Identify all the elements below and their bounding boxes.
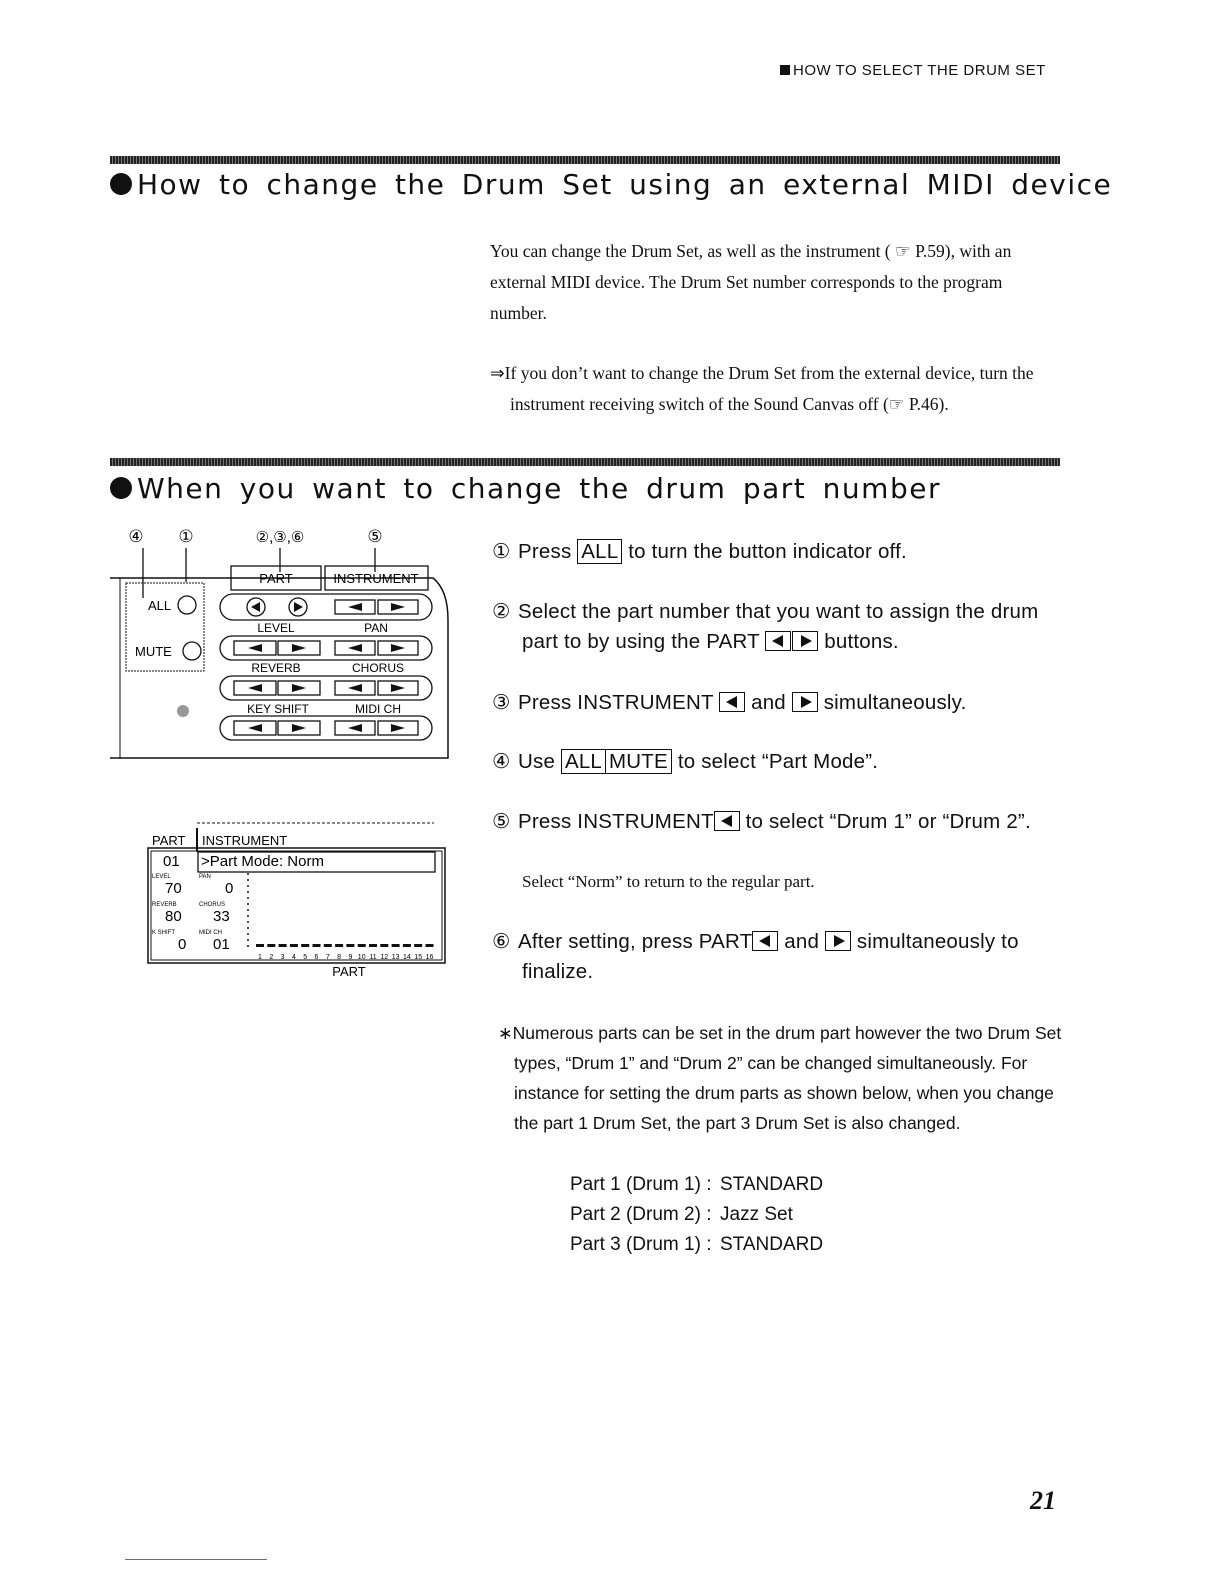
- lcd-part-bar: [324, 944, 332, 947]
- step-5: ⑤ Press INSTRUMENT to select “Drum 1” or “Drum 2”.: [492, 810, 1031, 833]
- lcd-part-label: PART: [152, 833, 186, 848]
- bullet-icon: [110, 173, 132, 195]
- lcd-part-number: 5: [303, 954, 308, 961]
- instrument-label: INSTRUMENT: [333, 571, 419, 586]
- section1-title: How to change the Drum Set using an external MIDI device: [110, 168, 1112, 201]
- lcd-part-bar: [256, 944, 264, 947]
- lcd-part-bar: [335, 944, 343, 947]
- lcd-part-bar: [403, 944, 411, 947]
- lcd-instrument-label: INSTRUMENT: [202, 833, 288, 848]
- bullet-icon: [110, 477, 132, 499]
- callout-4: ④: [128, 527, 144, 546]
- running-header: [780, 62, 1046, 79]
- lcd-level-value: 70: [165, 880, 182, 897]
- lcd-pan-label: PAN: [199, 874, 211, 880]
- lcd-part-number: 14: [403, 954, 411, 961]
- lcd-part-number: 6: [314, 954, 319, 961]
- lcd-part-number: 1: [258, 954, 262, 961]
- step-5-subnote: Select “Norm” to return to the regular part.: [522, 872, 815, 891]
- drum-parts-list: [570, 1170, 823, 1260]
- lcd-part-number: 11: [369, 954, 377, 961]
- running-header-label: HOW TO SELECT THE DRUM SET: [793, 62, 1046, 79]
- section1-note: ⇒If you don’t want to change the Drum Set from the external device, turn the instrument receiving switch of the Sound Canvas off (☞ P.46).: [490, 363, 1034, 414]
- lcd-reverb-value: 80: [165, 908, 182, 925]
- power-indicator-icon: [177, 705, 189, 717]
- all-label: ALL: [148, 598, 172, 613]
- reverb-label: REVERB: [251, 661, 301, 675]
- lcd-part-number: 9: [348, 954, 353, 961]
- midi-ch-label: MIDI CH: [355, 702, 401, 716]
- section-rule: [110, 156, 1060, 164]
- lcd-illustration: [145, 818, 455, 983]
- lcd-chorus-value: 33: [213, 908, 230, 925]
- front-panel-illustration: [108, 520, 458, 765]
- mute-key: MUTE: [606, 749, 672, 774]
- all-key: ALL: [577, 539, 622, 564]
- lcd-part-bar: [358, 944, 366, 947]
- lcd-part-number: 13: [391, 954, 400, 961]
- level-label: LEVEL: [257, 621, 295, 635]
- lcd-bottom-part-label: PART: [332, 964, 366, 979]
- lcd-part-number: 2: [269, 954, 274, 961]
- lcd-part-number: 3: [280, 954, 285, 961]
- lcd-pan-value: 0: [225, 880, 234, 897]
- lcd-part-number: 10: [357, 954, 366, 961]
- section2-title: When you want to change the drum part number: [110, 472, 941, 505]
- lcd-part-bar: [267, 944, 275, 947]
- step-2: ② Select the part number that you want to assign the drum part to by using the PART buttons.: [492, 600, 1039, 653]
- lcd-part-number: 7: [325, 954, 330, 961]
- lcd-chorus-label: CHORUS: [199, 902, 226, 908]
- footer-line: [125, 1559, 267, 1560]
- step-6: ⑥ After setting, press PART and simultaneously to finalize.: [492, 930, 1019, 983]
- key-shift-label: KEY SHIFT: [247, 702, 309, 716]
- lcd-part-bar: [346, 944, 354, 947]
- list-item: Part 2 (Drum 2) : Jazz Set: [570, 1204, 793, 1225]
- lcd-part-bar: [290, 944, 298, 947]
- page-number: 21: [1030, 1486, 1056, 1515]
- lcd-part-bar: [380, 944, 388, 947]
- lcd-part-bar: [426, 944, 434, 947]
- lcd-part-bar: [279, 944, 287, 947]
- step-3: ③ Press INSTRUMENT and simultaneously.: [492, 691, 967, 714]
- part-right-button-icon: [792, 631, 818, 651]
- lcd-part-bar: [301, 944, 309, 947]
- instrument-left-button-icon: [719, 692, 745, 712]
- list-item: Part 3 (Drum 1) : STANDARD: [570, 1234, 824, 1255]
- list-item: Part 1 (Drum 1) : STANDARD: [570, 1174, 824, 1195]
- lcd-part-number: 15: [414, 954, 423, 961]
- mute-label: MUTE: [135, 644, 172, 659]
- lcd-part-bar: [414, 944, 422, 947]
- part-left-button-icon: [765, 631, 791, 651]
- part-label: PART: [259, 571, 293, 586]
- lcd-part-number: 8: [337, 954, 342, 961]
- lcd-kshift-label: K SHIFT: [152, 930, 176, 936]
- drum-set-note: ∗Numerous parts can be set in the drum part however the two Drum Set types, “Drum 1” and “Drum 2” can be changed simultaneously. For instance for setting the drum parts as shown below, when you change the part 1 Drum Set, the part 3 Drum Set is also changed.: [498, 1023, 1062, 1133]
- lcd-mode-text: >Part Mode: Norm: [201, 853, 324, 870]
- lcd-part-number: 12: [380, 954, 389, 961]
- callout-1: ①: [178, 527, 194, 546]
- all-key: ALL: [561, 749, 606, 774]
- part-left-button-icon: [752, 931, 778, 951]
- callout-2-3-6: ②,③,⑥: [255, 529, 305, 546]
- section1-paragraph: You can change the Drum Set, as well as the instrument ( ☞ P.59), with an external MIDI device. The Drum Set number corresponds to the program number.: [490, 241, 1012, 323]
- all-button[interactable]: [178, 596, 196, 614]
- lcd-part-bar: [392, 944, 400, 947]
- instrument-left-button-icon: [714, 811, 740, 831]
- lcd-part-meter: [256, 944, 434, 947]
- lcd-kshift-value: 0: [178, 936, 187, 953]
- lcd-part-bar: [369, 944, 377, 947]
- step-4: ④ Use ALL MUTE to select “Part Mode”.: [492, 750, 879, 773]
- chorus-label: CHORUS: [351, 661, 405, 675]
- mute-button[interactable]: [183, 642, 201, 660]
- pan-label: PAN: [364, 621, 388, 635]
- lcd-midich-label: MIDI CH: [199, 930, 222, 936]
- lcd-reverb-label: REVERB: [152, 902, 177, 908]
- lcd-part-number: 4: [291, 954, 296, 961]
- section-rule: [110, 458, 1060, 466]
- lcd-part-bar: [313, 944, 321, 947]
- lcd-level-label: LEVEL: [152, 874, 171, 880]
- lcd-part-number: 16: [425, 954, 434, 961]
- lcd-part-value: 01: [163, 853, 180, 870]
- instrument-right-button-icon: [792, 692, 818, 712]
- lcd-midich-value: 01: [213, 936, 230, 953]
- callout-5: ⑤: [367, 527, 383, 546]
- part-right-button-icon: [825, 931, 851, 951]
- step-1: ① Press ALL to turn the button indicator off.: [492, 540, 907, 563]
- header-square-icon: [780, 65, 790, 75]
